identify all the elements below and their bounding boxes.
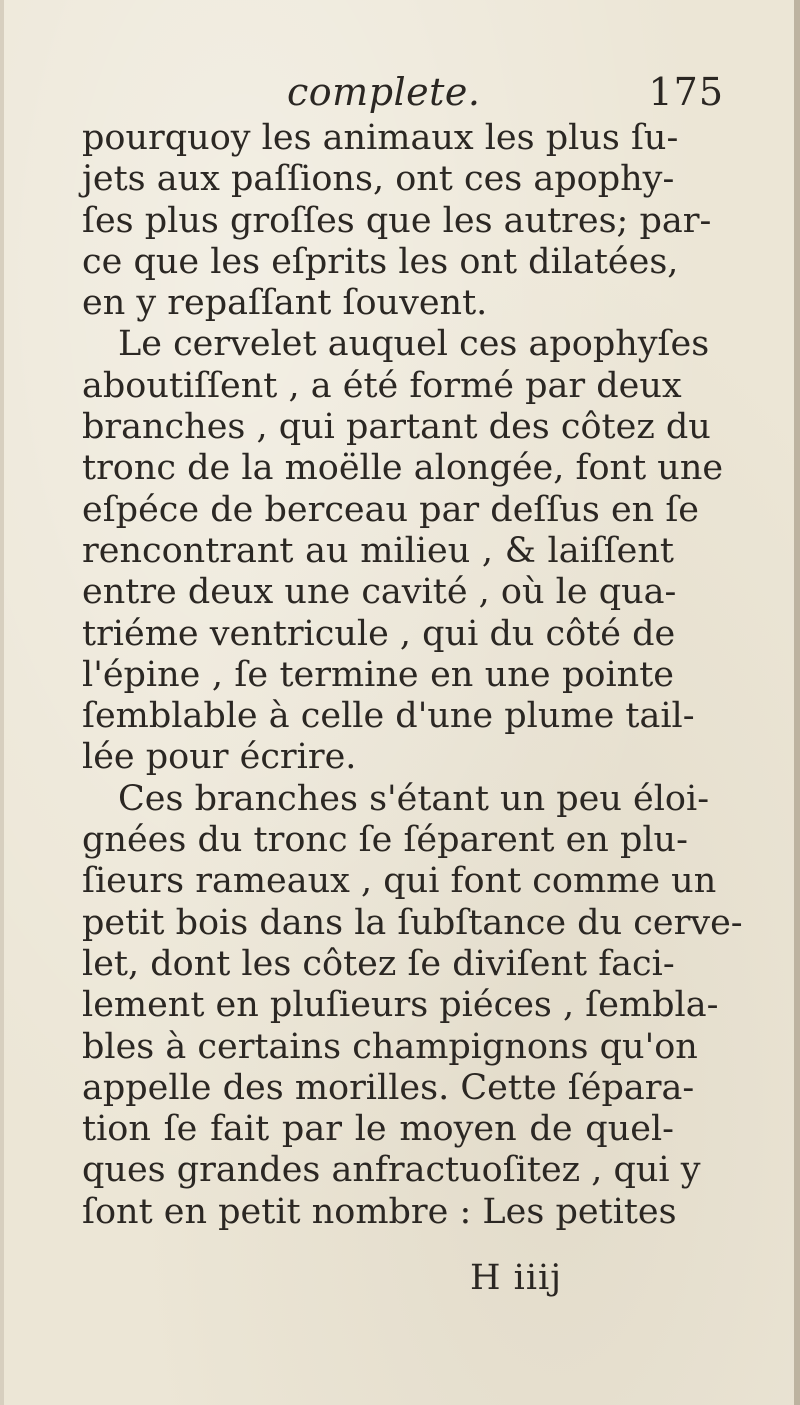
paragraph <box>82 778 743 1233</box>
running-head: complete. <box>287 70 481 114</box>
text-line: triéme ventricule , qui du côté de <box>82 613 676 654</box>
page-number: 175 <box>648 70 724 114</box>
text-line: ſes plus groſſes que les autres; par- <box>82 200 712 241</box>
page-footer <box>82 1258 674 1302</box>
text-line: tronc de la moëlle alongée, font une <box>82 448 724 489</box>
text-line: l'épine , ſe termine en une pointe <box>82 654 674 695</box>
text-line: lée pour écrire. <box>82 737 357 778</box>
text-line: branches , qui partant des côtez du <box>82 407 711 448</box>
text-line: ques grandes anfractuoſitez , qui y <box>82 1150 701 1191</box>
text-line: Ces branches s'étant un peu éloi- <box>118 778 710 819</box>
text-line: petit bois dans la ſubſtance du cerve- <box>82 902 743 943</box>
text-line: pourquoy les animaux les plus ſu- <box>82 118 679 158</box>
text-line: ſemblable à celle d'une plume tail- <box>82 696 695 737</box>
text-line: aboutiſſent , a été formé par deux <box>82 365 682 406</box>
text-line: appelle des morilles. Cette ſépara- <box>82 1067 695 1108</box>
text-line: gnées du tronc ſe ſéparent en plu- <box>82 820 688 861</box>
page-header <box>82 70 724 120</box>
text-line: ſont en petit nombre : Les petites <box>82 1191 677 1232</box>
paragraph <box>82 324 724 778</box>
text-line: en y repaſſant ſouvent. <box>82 283 488 324</box>
text-line: lement en pluſieurs piéces , ſembla- <box>82 985 719 1026</box>
page-body <box>82 118 743 1233</box>
text-line: entre deux une cavité , où le qua- <box>82 572 677 613</box>
text-line: rencontrant au milieu , & laiſſent <box>82 530 674 571</box>
text-line: tion ſe fait par le moyen de quel- <box>82 1109 674 1150</box>
signature-mark: H iiij <box>470 1258 563 1298</box>
text-line: ſieurs rameaux , qui font comme un <box>82 861 717 902</box>
text-line: ce que les eſprits les ont dilatées, <box>82 241 679 282</box>
text-line: Le cervelet auquel ces apophyſes <box>118 324 710 365</box>
text-line: eſpéce de berceau par deſſus en ſe <box>82 489 699 530</box>
text-line: let, dont les côtez ſe diviſent faci- <box>82 943 675 984</box>
text-line: jets aux paſſions, ont ces apophy- <box>82 159 675 200</box>
text-line: bles à certains champignons qu'on <box>82 1026 698 1067</box>
paragraph <box>82 118 712 324</box>
